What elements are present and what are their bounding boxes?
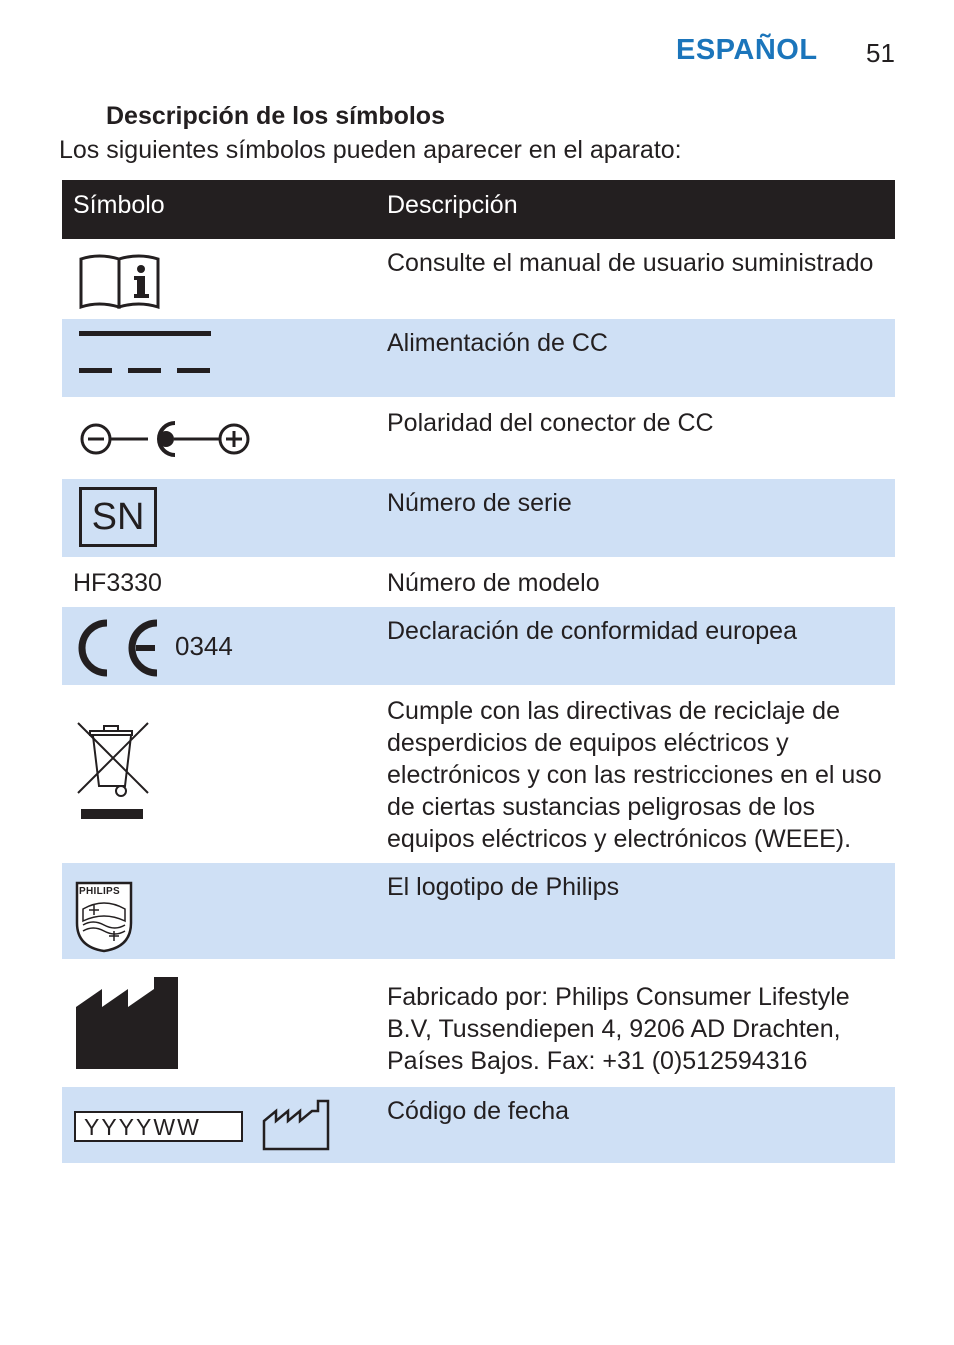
header-symbol: Símbolo	[73, 191, 165, 219]
table-row	[62, 399, 895, 479]
header-description: Descripción	[387, 191, 518, 219]
user-manual-info-icon	[79, 253, 161, 309]
model-number: HF3330	[73, 569, 162, 597]
page-number: 51	[866, 38, 895, 68]
table-row	[62, 961, 895, 1087]
dc-polarity-icon	[78, 419, 254, 459]
date-code-box	[74, 1111, 243, 1142]
philips-shield-icon	[75, 881, 133, 953]
table-row	[62, 559, 895, 607]
section-intro: Los siguientes símbolos pueden aparecer en el aparato:	[59, 136, 682, 164]
row-description: Fabricado por: Philips Consumer Lifestyle B.V, Tussendiepen 4, 9206 AD Drachten, Países Bajos. Fax: +31 (0)512594316	[387, 983, 850, 1075]
section-title: Descripción de los símbolos	[106, 102, 445, 130]
row-description: Consulte el manual de usuario suministrado	[387, 249, 874, 277]
date-code-format: YYYYWW	[84, 1114, 201, 1140]
row-description: Código de fecha	[387, 1097, 570, 1125]
ce-mark-icon	[78, 617, 168, 679]
row-description: Cumple con las directivas de reciclaje de desperdicios de equipos eléctricos y electrónicos y con las restricciones en el uso de ciertas sustancias peligrosas de los equipos eléctricos y electrónicos (WEEE).	[387, 697, 882, 853]
table-header-row	[62, 180, 895, 239]
row-description: Número de modelo	[387, 569, 600, 597]
language-header: ESPAÑOL	[676, 34, 818, 66]
serial-number-label: SN	[91, 496, 145, 538]
notified-body-number: 0344	[175, 631, 233, 661]
table-row	[62, 607, 895, 687]
row-description: Declaración de conformidad europea	[387, 617, 797, 645]
manufacturer-factory-icon	[76, 975, 180, 1071]
table-row	[62, 1087, 895, 1165]
weee-bin-icon	[76, 721, 152, 821]
table-row	[62, 863, 895, 961]
row-description: Alimentación de CC	[387, 329, 608, 357]
philips-wordmark: PHILIPS	[79, 886, 120, 897]
table-row	[62, 319, 895, 399]
table-row	[62, 687, 895, 863]
dc-power-icon	[79, 331, 214, 375]
symbols-table	[62, 180, 895, 1165]
date-of-manufacture-icon	[262, 1099, 332, 1151]
table-row	[62, 479, 895, 559]
table-row	[62, 239, 895, 319]
row-description: Polaridad del conector de CC	[387, 409, 714, 437]
row-description: Número de serie	[387, 489, 572, 517]
row-description: El logotipo de Philips	[387, 873, 620, 901]
serial-number-icon	[79, 487, 157, 547]
